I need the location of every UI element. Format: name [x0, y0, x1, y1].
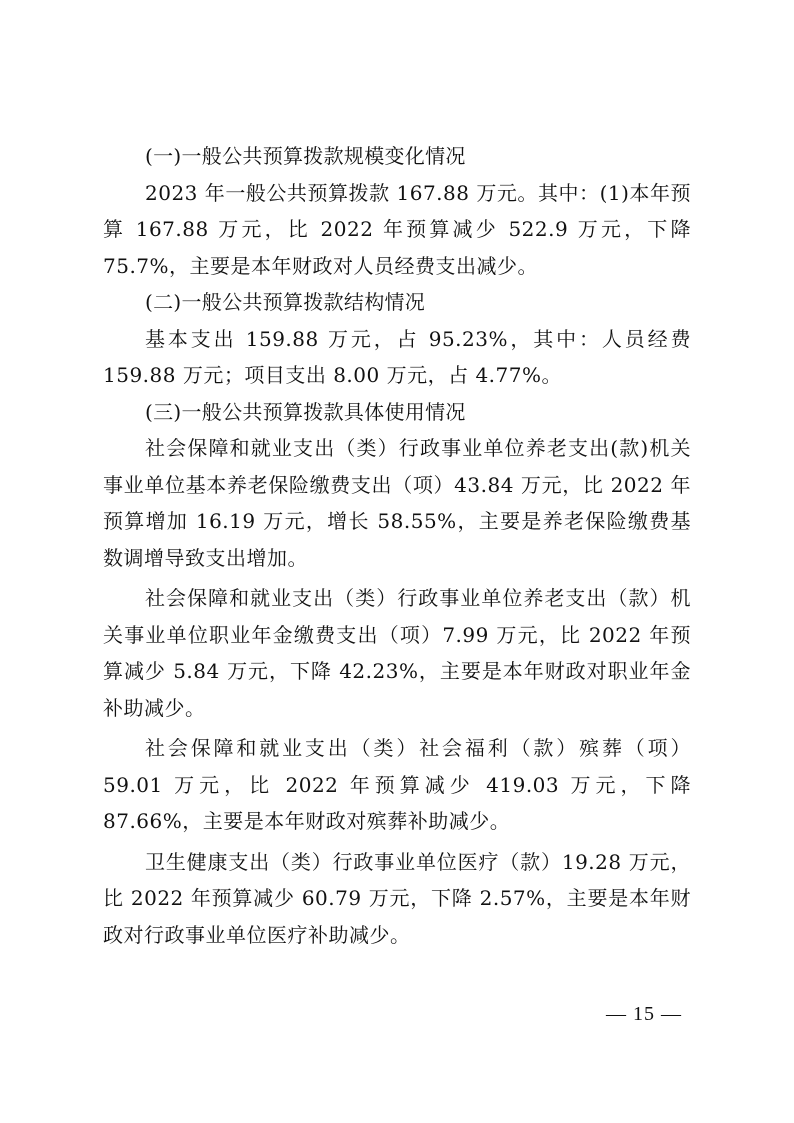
section-heading-2: (二)一般公共预算拨款结构情况: [145, 290, 426, 314]
section-heading-3: (三)一般公共预算拨款具体使用情况: [145, 399, 466, 424]
page-number: — 15 —: [606, 1003, 682, 1025]
paragraph-medical: 卫生健康支出（类）行政事业单位医疗（款）19.28 万元，比 2022 年预算减少 60.79 万元，下降 2.57%，主要是本年财政对行政事业单位医疗补助减少。: [103, 849, 691, 947]
paragraph-funeral: 社会保障和就业支出（类）社会福利（款）殡葬（项）59.01 万元，比 2022 年预算减少 419.03 万元，下降 87.66%，主要是本年财政对殡葬补助减少。: [103, 736, 691, 833]
paragraph-pension-insurance: 社会保障和就业支出（类）行政事业单位养老支出(款)机关事业单位基本养老保险缴费支出（项）43.84 万元，比 2022 年预算增加 16.19 万元，增长 58.55%，主要是养老保险缴费基数调增导致支出增加。: [103, 436, 691, 570]
section-heading-1: (一)一般公共预算拨款规模变化情况: [145, 144, 466, 168]
paragraph-occupational-annuity: 社会保障和就业支出（类）行政事业单位养老支出（款）机关事业单位职业年金缴费支出（项）7.99 万元，比 2022 年预算减少 5.84 万元，下降 42.23%，主要是本年财政对职业年金补助减少。: [103, 586, 691, 720]
paragraph-budget-structure: 基本支出 159.88 万元，占 95.23%，其中：人员经费 159.88 万元；项目支出 8.00 万元，占 4.77%。: [103, 326, 691, 387]
paragraph-budget-scale: 2023 年一般公共预算拨款 167.88 万元。其中：(1)本年预算 167.88 万元，比 2022 年预算减少 522.9 万元，下降 75.7%，主要是本年财政对人员经费支出减少。: [103, 180, 691, 278]
body-text: [103, 138, 691, 953]
